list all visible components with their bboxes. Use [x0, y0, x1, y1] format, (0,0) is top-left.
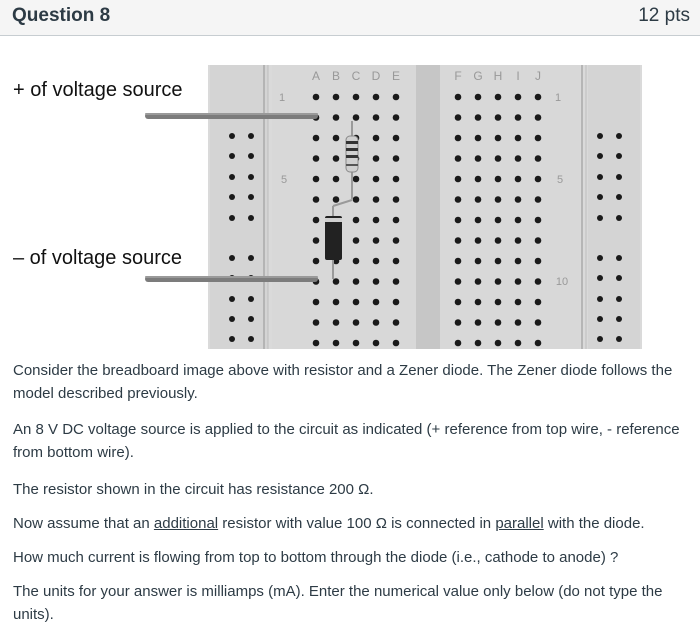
breadboard-hole: [455, 196, 462, 203]
col-letter: C: [351, 69, 361, 83]
breadboard-hole: [475, 278, 482, 285]
breadboard-hole: [373, 319, 380, 326]
breadboard-hole: [495, 196, 502, 203]
breadboard-hole: [535, 114, 542, 121]
minus-source-label: – of voltage source: [13, 247, 182, 269]
question-paragraph: The resistor shown in the circuit has resistance 200 Ω.: [13, 481, 374, 498]
breadboard-hole: [597, 275, 603, 281]
breadboard-hole: [373, 114, 380, 121]
col-letter: G: [473, 69, 483, 83]
breadboard-hole: [597, 194, 603, 200]
breadboard-hole: [475, 135, 482, 142]
question-title: Question 8: [12, 5, 111, 26]
breadboard-hole: [495, 258, 502, 265]
col-letter: D: [371, 69, 381, 83]
breadboard-hole: [597, 255, 603, 261]
breadboard-hole: [515, 94, 522, 101]
breadboard-hole: [515, 114, 522, 121]
breadboard-hole: [597, 153, 603, 159]
breadboard-hole: [248, 194, 254, 200]
breadboard-hole: [393, 135, 400, 142]
breadboard-hole: [393, 319, 400, 326]
breadboard-hole: [248, 296, 254, 302]
breadboard-hole: [353, 340, 360, 347]
breadboard-hole: [515, 237, 522, 244]
breadboard-hole: [353, 176, 360, 183]
breadboard-hole: [515, 258, 522, 265]
breadboard-hole: [333, 278, 340, 285]
breadboard-hole: [597, 215, 603, 221]
breadboard-hole: [455, 155, 462, 162]
breadboard-hole: [535, 135, 542, 142]
row-number: 1: [554, 92, 562, 104]
breadboard-hole: [373, 217, 380, 224]
breadboard-hole: [229, 215, 235, 221]
breadboard-hole: [393, 155, 400, 162]
col-letter: H: [493, 69, 503, 83]
question-paragraph: [13, 512, 693, 535]
breadboard-hole: [333, 319, 340, 326]
col-letter: I: [516, 69, 520, 83]
main-strip-left: [272, 65, 416, 349]
breadboard-hole: [393, 217, 400, 224]
breadboard-hole: [248, 174, 254, 180]
col-letter: F: [454, 69, 462, 83]
breadboard-hole: [353, 237, 360, 244]
breadboard-hole: [455, 278, 462, 285]
breadboard-hole: [333, 114, 340, 121]
breadboard-hole: [616, 296, 622, 302]
underlined-word: parallel: [495, 515, 544, 532]
breadboard-hole: [373, 135, 380, 142]
breadboard-hole: [475, 94, 482, 101]
breadboard-hole: [353, 217, 360, 224]
breadboard-hole: [515, 135, 522, 142]
breadboard-hole: [313, 340, 320, 347]
breadboard-hole: [455, 237, 462, 244]
breadboard-hole: [515, 299, 522, 306]
breadboard-hole: [515, 278, 522, 285]
row-number: 5: [556, 174, 564, 186]
question-paragraph: Consider the breadboard image above with resistor and a Zener diode. The Zener diode follows the model described previously.: [13, 362, 673, 402]
breadboard-hole: [373, 340, 380, 347]
breadboard-hole: [495, 340, 502, 347]
breadboard-hole: [229, 336, 235, 342]
breadboard-hole: [455, 340, 462, 347]
breadboard-hole: [475, 155, 482, 162]
breadboard-hole: [313, 299, 320, 306]
breadboard-hole: [535, 217, 542, 224]
breadboard-hole: [393, 299, 400, 306]
breadboard-hole: [616, 275, 622, 281]
breadboard-hole: [229, 296, 235, 302]
question-paragraph: How much current is flowing from top to bottom through the diode (i.e., cathode to anode) ?: [13, 549, 619, 566]
breadboard-hole: [353, 196, 360, 203]
breadboard-hole: [597, 174, 603, 180]
breadboard-hole: [373, 299, 380, 306]
col-letter: E: [391, 69, 401, 83]
right-power-rail: [588, 65, 640, 349]
breadboard-hole: [535, 340, 542, 347]
breadboard-hole: [393, 176, 400, 183]
breadboard-hole: [495, 217, 502, 224]
breadboard-hole: [455, 299, 462, 306]
breadboard-hole: [455, 114, 462, 121]
breadboard-hole: [515, 340, 522, 347]
breadboard-hole: [616, 153, 622, 159]
breadboard-hole: [333, 176, 340, 183]
breadboard-hole: [313, 135, 320, 142]
breadboard-hole: [333, 94, 340, 101]
breadboard-hole: [616, 316, 622, 322]
breadboard-hole: [229, 316, 235, 322]
breadboard-hole: [313, 258, 320, 265]
breadboard-hole: [393, 340, 400, 347]
breadboard-hole: [393, 258, 400, 265]
breadboard-hole: [515, 176, 522, 183]
breadboard-hole: [495, 237, 502, 244]
breadboard-hole: [333, 340, 340, 347]
breadboard-hole: [597, 316, 603, 322]
breadboard-hole: [455, 176, 462, 183]
breadboard-hole: [495, 319, 502, 326]
text-segment: Now assume that an: [13, 515, 154, 532]
breadboard-hole: [353, 114, 360, 121]
breadboard-hole: [393, 278, 400, 285]
breadboard-hole: [229, 133, 235, 139]
breadboard-hole: [248, 316, 254, 322]
breadboard-hole: [475, 176, 482, 183]
breadboard-hole: [535, 155, 542, 162]
breadboard-hole: [515, 155, 522, 162]
text-segment: with the diode.: [543, 515, 645, 532]
underlined-word: additional: [153, 515, 219, 532]
breadboard-hole: [515, 319, 522, 326]
breadboard-hole: [495, 155, 502, 162]
breadboard-hole: [535, 299, 542, 306]
breadboard-hole: [515, 196, 522, 203]
breadboard-hole: [248, 133, 254, 139]
breadboard-hole: [455, 319, 462, 326]
breadboard-hole: [393, 94, 400, 101]
col-letter: B: [331, 69, 341, 83]
breadboard-hole: [229, 255, 235, 261]
breadboard-hole: [597, 336, 603, 342]
breadboard-hole: [373, 196, 380, 203]
breadboard-hole: [495, 114, 502, 121]
plus-source-label: + of voltage source: [13, 79, 183, 101]
breadboard-hole: [333, 155, 340, 162]
breadboard-hole: [393, 196, 400, 203]
breadboard-hole: [616, 194, 622, 200]
breadboard-hole: [495, 278, 502, 285]
row-number: 1: [278, 92, 286, 104]
breadboard-hole: [475, 196, 482, 203]
breadboard-hole: [313, 176, 320, 183]
breadboard-hole: [535, 319, 542, 326]
breadboard-hole: [535, 196, 542, 203]
breadboard-hole: [455, 94, 462, 101]
breadboard-hole: [535, 94, 542, 101]
breadboard-hole: [616, 174, 622, 180]
breadboard-hole: [475, 217, 482, 224]
breadboard-hole: [495, 176, 502, 183]
breadboard-hole: [495, 299, 502, 306]
breadboard-hole: [535, 278, 542, 285]
breadboard-hole: [455, 258, 462, 265]
col-letter: J: [535, 69, 541, 83]
breadboard-hole: [313, 319, 320, 326]
breadboard-hole: [475, 299, 482, 306]
breadboard-hole: [475, 114, 482, 121]
breadboard-hole: [248, 336, 254, 342]
question-header: [0, 0, 700, 36]
row-number: 5: [280, 174, 288, 186]
main-strip-right: [440, 65, 580, 349]
breadboard-hole: [393, 237, 400, 244]
breadboard-hole: [393, 114, 400, 121]
breadboard-hole: [475, 319, 482, 326]
breadboard-hole: [373, 237, 380, 244]
breadboard-hole: [455, 135, 462, 142]
breadboard-hole: [248, 215, 254, 221]
breadboard-hole: [475, 340, 482, 347]
left-power-rail: [210, 65, 268, 349]
text-segment: resistor with value 100 Ω is connected in: [218, 515, 496, 532]
breadboard-hole: [616, 215, 622, 221]
breadboard-hole: [616, 255, 622, 261]
breadboard-hole: [248, 255, 254, 261]
breadboard-hole: [373, 278, 380, 285]
breadboard-hole: [495, 135, 502, 142]
breadboard-hole: [373, 155, 380, 162]
breadboard-hole: [373, 94, 380, 101]
breadboard-hole: [353, 278, 360, 285]
breadboard-hole: [597, 296, 603, 302]
breadboard-hole: [535, 258, 542, 265]
breadboard-hole: [229, 194, 235, 200]
breadboard-hole: [455, 217, 462, 224]
breadboard-hole: [313, 217, 320, 224]
breadboard-hole: [373, 176, 380, 183]
question-paragraph: The units for your answer is milliamps (mA). Enter the numerical value only below (do not type the units).: [13, 583, 663, 623]
breadboard-hole: [535, 237, 542, 244]
row-number: 10: [555, 276, 569, 288]
breadboard-hole: [313, 94, 320, 101]
breadboard-hole: [313, 155, 320, 162]
breadboard-hole: [248, 153, 254, 159]
breadboard-hole: [353, 319, 360, 326]
breadboard-hole: [475, 258, 482, 265]
breadboard-hole: [495, 94, 502, 101]
breadboard-hole: [313, 237, 320, 244]
breadboard-hole: [616, 133, 622, 139]
breadboard-hole: [313, 196, 320, 203]
breadboard-hole: [353, 258, 360, 265]
breadboard-hole: [333, 135, 340, 142]
col-letter: A: [311, 69, 321, 83]
breadboard-hole: [475, 237, 482, 244]
breadboard-hole: [515, 217, 522, 224]
breadboard-hole: [333, 196, 340, 203]
breadboard-hole: [373, 258, 380, 265]
breadboard-hole: [353, 299, 360, 306]
center-divider: [416, 65, 440, 349]
breadboard-hole: [353, 94, 360, 101]
breadboard-hole: [616, 336, 622, 342]
breadboard-hole: [229, 174, 235, 180]
breadboard-hole: [229, 153, 235, 159]
breadboard-hole: [333, 299, 340, 306]
breadboard-hole: [535, 176, 542, 183]
question-paragraph: An 8 V DC voltage source is applied to the circuit as indicated (+ reference from top wire, - reference from bottom wire).: [13, 421, 680, 461]
question-points: 12 pts: [638, 5, 690, 26]
breadboard-hole: [597, 133, 603, 139]
